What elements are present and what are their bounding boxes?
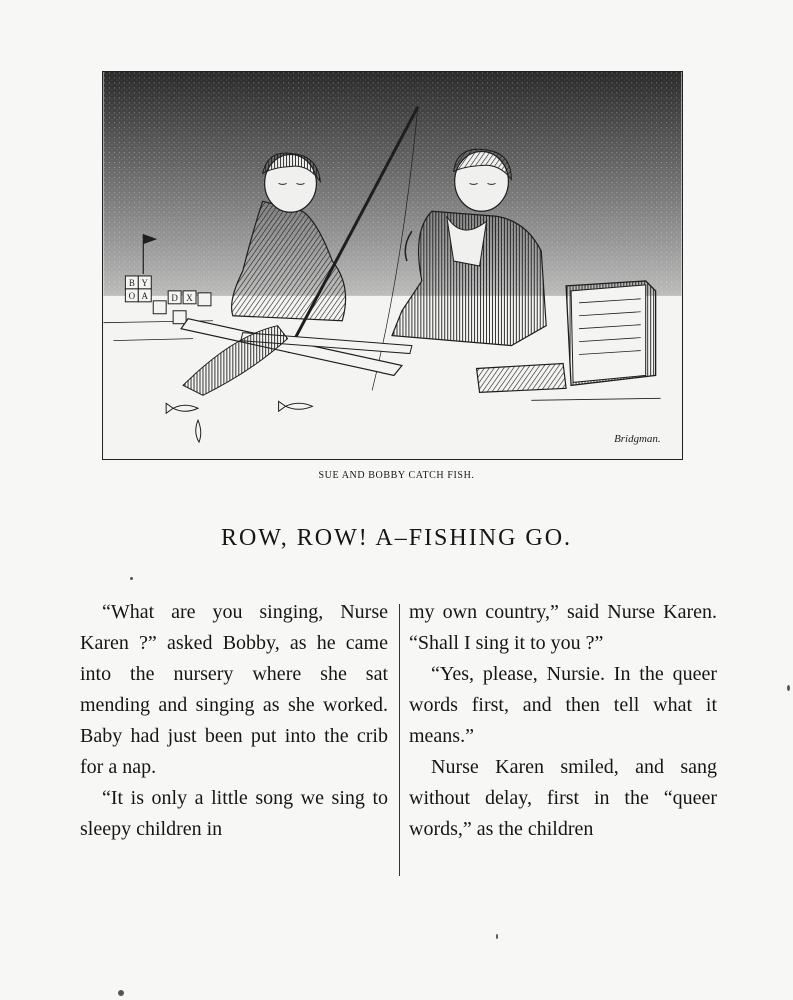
- fishing-children-illustration: [103, 72, 682, 459]
- paragraph: Nurse Karen smiled, and sang without delay, first in the “queer words,” as the children: [409, 756, 717, 840]
- artist-signature: Bridgman.: [614, 433, 661, 446]
- column-divider: [399, 604, 400, 876]
- paragraph: my own country,” said Nurse Karen. “Shall I sing it to you ?”: [409, 601, 717, 654]
- block-letter: O: [128, 290, 136, 301]
- paper-speck: [787, 685, 790, 691]
- block-letter: A: [141, 290, 149, 301]
- block-letter: D: [171, 292, 178, 303]
- paragraph: “It is only a little song we sing to sleepy children in: [80, 787, 388, 840]
- paragraph: “Yes, please, Nursie. In the queer words first, and then tell what it means.”: [409, 663, 717, 747]
- left-column: [80, 597, 388, 845]
- illustration-frame: [102, 71, 683, 460]
- block-letter: B: [128, 277, 135, 288]
- paper-speck: [496, 934, 498, 939]
- illustration-caption: SUE AND BOBBY CATCH FISH.: [318, 470, 475, 481]
- block-letter: Y: [141, 277, 149, 288]
- paragraph: “What are you singing, Nurse Karen ?” asked Bobby, as he came into the nursery where she sat mending and singing as she worked. Baby had just been put into the crib for a nap.: [80, 601, 388, 778]
- paper-speck: [130, 577, 133, 580]
- chapter-title: ROW, ROW! A–FISHING GO.: [220, 525, 573, 552]
- right-column: [409, 597, 717, 845]
- block-letter: X: [186, 292, 193, 303]
- paper-speck: [118, 990, 124, 996]
